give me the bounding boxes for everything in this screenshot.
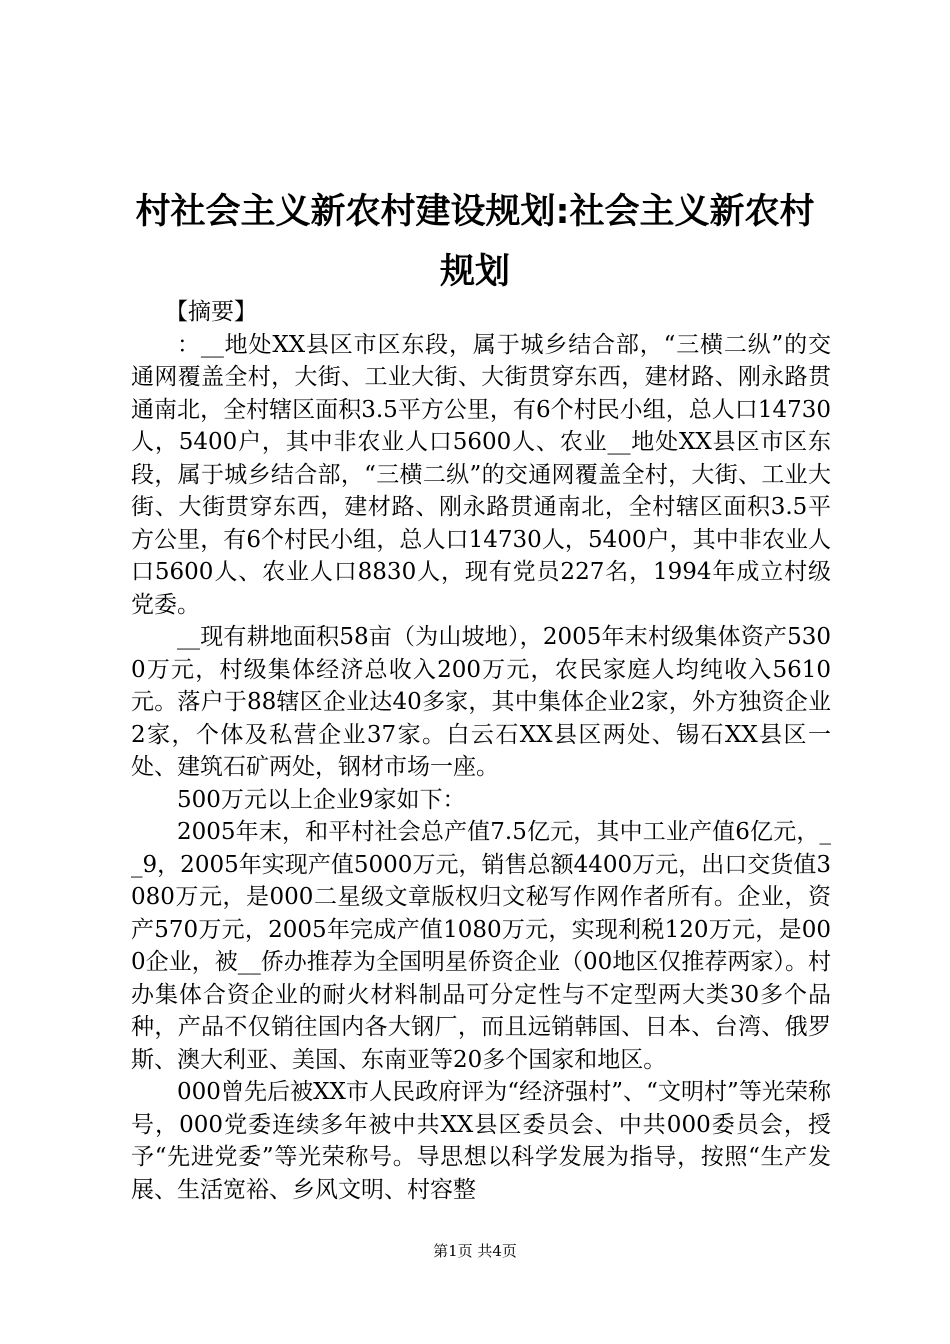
document-body <box>131 296 831 1206</box>
title-line-2: 规划 <box>439 252 510 292</box>
document-title <box>120 182 830 302</box>
body-paragraph-1: ：__地处XX县区市区东段，属于城乡结合部，“三横二纵”的交通网覆盖全村，大街、工业大街、大街贯穿东西，建材路、刚永路贯通南北，全村辖区面积3.5平方公里，有6个村民小组，总人口14730人，5400户，其中非农业人口5600人、农业__地处XX县区市区东段，属于城乡结合部，“三横二纵”的交通网覆盖全村，大街、工业大街、大街贯穿东西，建材路、刚永路贯通南北，全村辖区面积3.5平方公里，有6个村民小组，总人口14730人，5400户，其中非农业人口5600人、农业人口8830人，现有党员227名，1994年成立村级党委。 <box>131 331 831 618</box>
page-footer <box>0 1241 950 1261</box>
abstract-label: 【摘要】 <box>165 299 257 325</box>
body-paragraph-2: __现有耕地面积58亩（为山坡地），2005年末村级集体资产5300万元，村级集体经济总收入200万元，农民家庭人均纯收入5610元。落户于88辖区企业达40多家，其中集体企业2家，外方独资企业2家，个体及私营企业37家。白云石XX县区两处、锡石XX县区一处、建筑石矿两处，钢材市场一座。 <box>131 624 831 780</box>
body-paragraph-3: 500万元以上企业9家如下： <box>177 786 466 813</box>
title-line-1: 村社会主义新农村建设规划:社会主义新农村 <box>135 192 815 232</box>
page-indicator: 第1页 共4页 <box>433 1242 517 1260</box>
body-paragraph-5: 000曾先后被XX市人民政府评为“经济强村”、“文明村”等光荣称号，000党委连续多年被中共XX县区委员会、中共000委员会，授予“先进党委”等光荣称号。导思想以科学发展为指导，按照“生产发展、生活宽裕、乡风文明、村容整 <box>131 1079 831 1203</box>
body-paragraph-4: 2005年末，和平村社会总产值7.5亿元，其中工业产值6亿元，__9，2005年实现产值5000万元，销售总额4400万元，出口交货值3080万元，是000二星级文章版权归文秘写作网作者所有。企业，资产570万元，2005年完成产值1080万元，实现利税120万元，是000企业，被__侨办推荐为全国明星侨资企业（00地区仅推荐两家）。村办集体合资企业的耐火材料制品可分定性与不定型两大类30多个品种，产品不仅销往国内各大钢厂，而且远销韩国、日本、台湾、俄罗斯、澳大利亚、美国、东南亚等20多个国家和地区。 <box>131 819 831 1073</box>
